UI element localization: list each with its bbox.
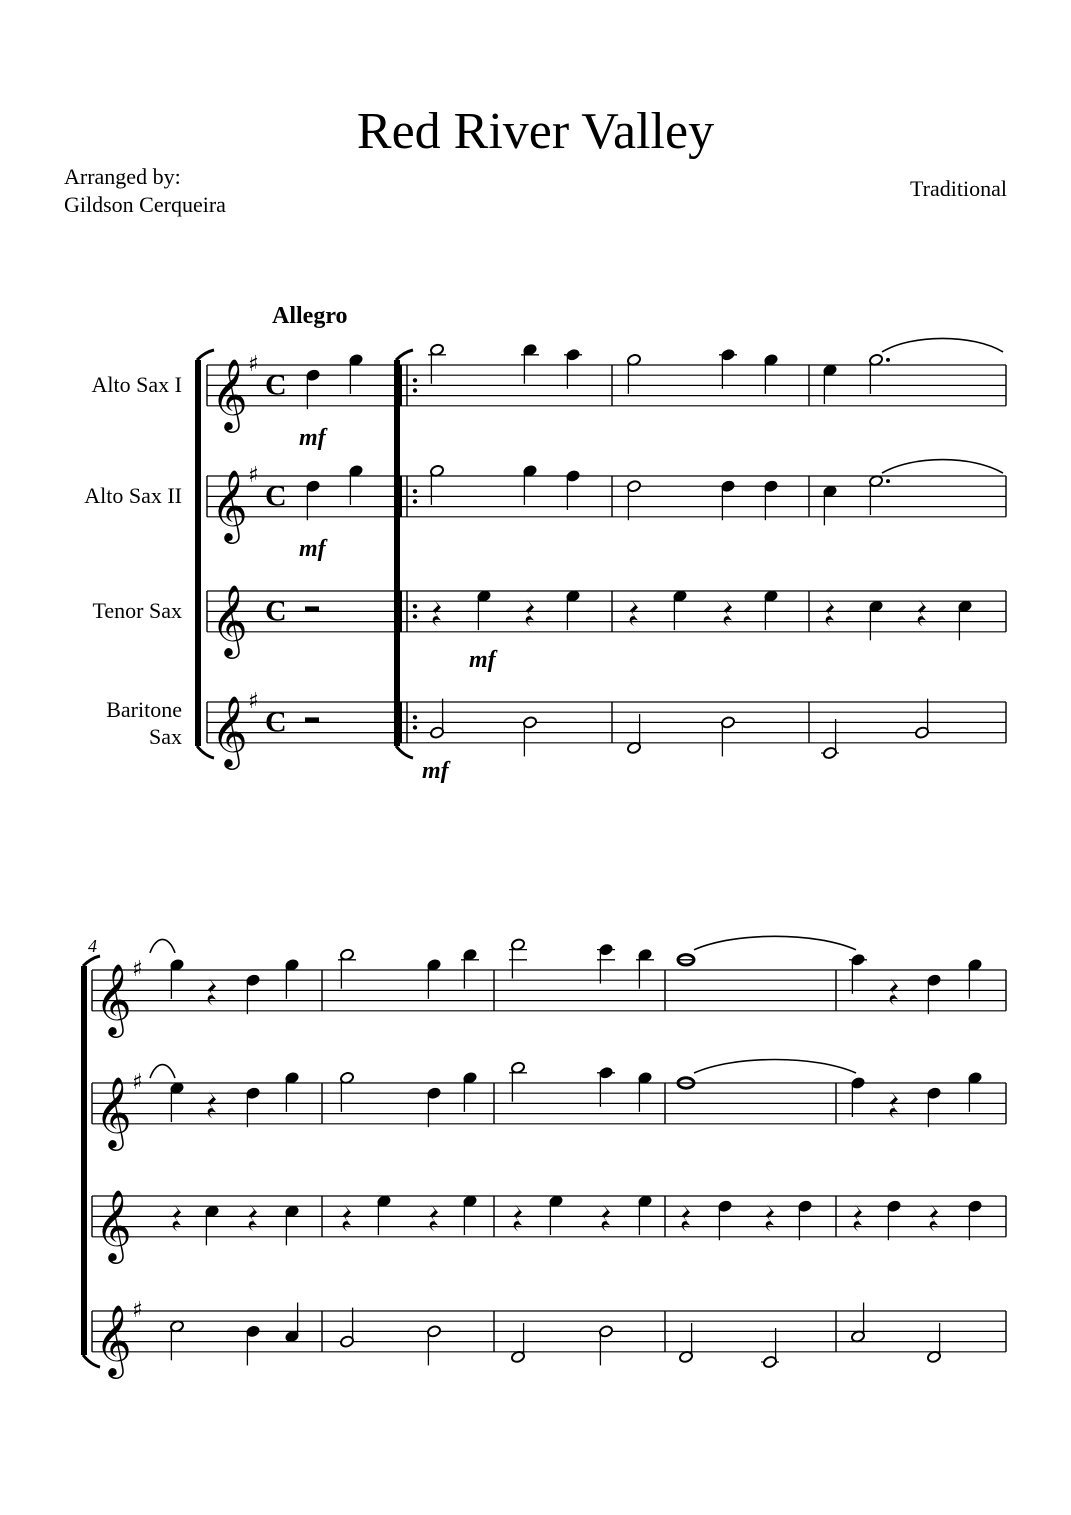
treble-clef: 𝄞 bbox=[211, 467, 248, 541]
quarter-rest bbox=[630, 599, 638, 626]
key-signature-sharp: ♯ bbox=[248, 352, 259, 377]
dot bbox=[886, 358, 890, 362]
quarter-rest bbox=[514, 1204, 522, 1231]
repeat-dot bbox=[413, 614, 417, 618]
time-signature: C bbox=[265, 368, 287, 402]
treble-clef: 𝄞 bbox=[95, 1187, 132, 1261]
key-signature-sharp: ♯ bbox=[248, 689, 259, 714]
quarter-rest bbox=[854, 1204, 862, 1231]
score-title: Red River Valley bbox=[356, 103, 715, 160]
instrument-name: Alto Sax I bbox=[91, 372, 182, 397]
quarter-rest bbox=[930, 1204, 938, 1231]
treble-clef: 𝄞 bbox=[95, 1074, 132, 1148]
key-signature-sharp: ♯ bbox=[132, 957, 143, 982]
key-signature-sharp: ♯ bbox=[248, 463, 259, 488]
system-1 bbox=[84, 338, 1006, 784]
repeat-dot bbox=[413, 715, 417, 719]
half-rest bbox=[305, 606, 319, 611]
quarter-rest bbox=[890, 978, 898, 1005]
quarter-rest bbox=[173, 1204, 181, 1231]
quarter-rest bbox=[724, 599, 732, 626]
system-2 bbox=[83, 936, 1006, 1379]
dynamic-mf: mf bbox=[422, 758, 449, 784]
time-signature: C bbox=[265, 705, 287, 739]
repeat-dot bbox=[413, 378, 417, 382]
treble-clef: 𝄞 bbox=[211, 693, 248, 767]
arranger-name: Gildson Cerqueira bbox=[64, 192, 226, 217]
treble-clef: 𝄞 bbox=[95, 1302, 132, 1376]
quarter-rest bbox=[430, 1204, 438, 1231]
time-signature: C bbox=[265, 594, 287, 628]
dynamic-mf: mf bbox=[299, 536, 326, 562]
treble-clef: 𝄞 bbox=[211, 356, 248, 430]
quarter-rest bbox=[343, 1204, 351, 1231]
instrument-name: Alto Sax II bbox=[84, 483, 182, 508]
key-signature-sharp: ♯ bbox=[132, 1070, 143, 1095]
measure-number: 4 bbox=[88, 936, 97, 956]
repeat-dot bbox=[413, 388, 417, 392]
time-signature: C bbox=[265, 479, 287, 513]
tie bbox=[150, 939, 175, 953]
quarter-rest bbox=[918, 599, 926, 626]
composer-credit: Traditional bbox=[910, 176, 1007, 201]
instrument-name: Baritone bbox=[106, 697, 182, 722]
repeat-dot bbox=[413, 604, 417, 608]
quarter-rest bbox=[826, 599, 834, 626]
quarter-rest bbox=[890, 1091, 898, 1118]
quarter-rest bbox=[682, 1204, 690, 1231]
tempo-marking: Allegro bbox=[272, 303, 348, 329]
repeat-dot bbox=[413, 725, 417, 729]
dot bbox=[886, 479, 890, 483]
dynamic-mf: mf bbox=[299, 425, 326, 451]
quarter-rest bbox=[208, 978, 216, 1005]
quarter-rest bbox=[766, 1204, 774, 1231]
quarter-rest bbox=[208, 1091, 216, 1118]
dynamic-mf: mf bbox=[469, 647, 496, 673]
arranger-label: Arranged by: bbox=[64, 164, 181, 189]
tie bbox=[694, 1060, 856, 1074]
tie bbox=[694, 936, 856, 950]
tie bbox=[882, 338, 1003, 352]
repeat-dot bbox=[413, 489, 417, 493]
key-signature-sharp: ♯ bbox=[132, 1298, 143, 1323]
treble-clef: 𝄞 bbox=[211, 582, 248, 656]
quarter-rest bbox=[526, 599, 534, 626]
repeat-dot bbox=[413, 499, 417, 503]
instrument-name: Tenor Sax bbox=[92, 598, 182, 623]
instrument-name: Sax bbox=[149, 724, 182, 749]
tie bbox=[150, 1065, 175, 1079]
treble-clef: 𝄞 bbox=[95, 961, 132, 1035]
bracket-bottom bbox=[396, 746, 413, 758]
quarter-rest bbox=[433, 599, 441, 626]
tie bbox=[882, 460, 1003, 474]
half-rest bbox=[305, 717, 319, 722]
bracket-top bbox=[396, 350, 413, 360]
quarter-rest bbox=[249, 1204, 257, 1231]
quarter-rest bbox=[602, 1204, 610, 1231]
